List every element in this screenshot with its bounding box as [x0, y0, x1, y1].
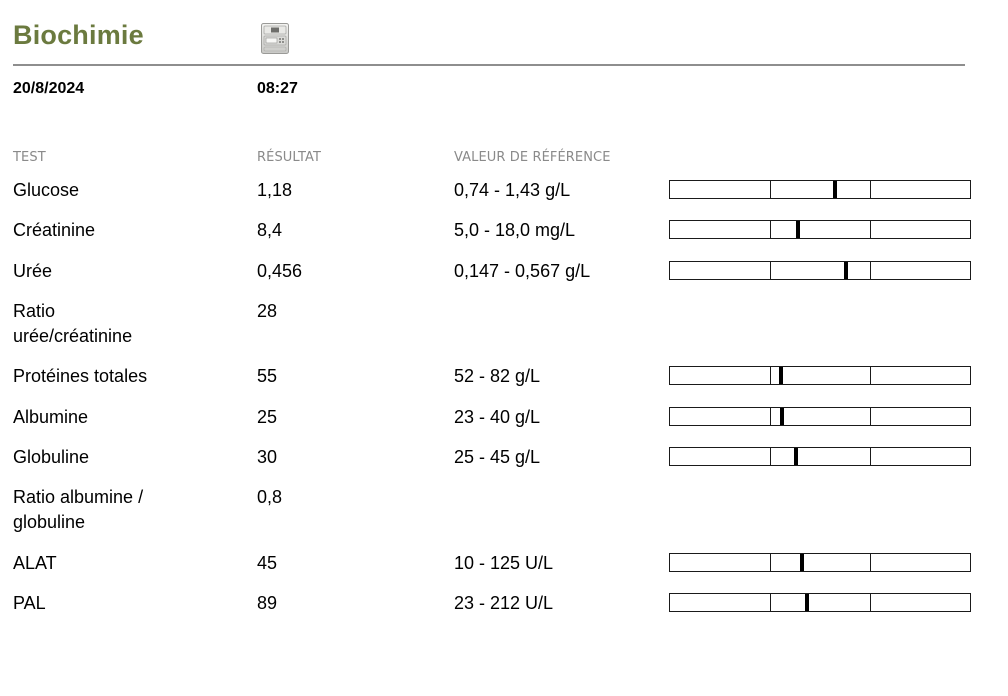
reference-range: 0,74 - 1,43 g/L: [454, 180, 571, 200]
gauge-divider: [870, 594, 871, 611]
gauge-divider: [870, 221, 871, 238]
gauge-marker: [844, 262, 848, 279]
page-title: Biochimie: [13, 20, 144, 50]
range-gauge: [669, 180, 971, 199]
gauge-divider: [870, 367, 871, 384]
test-result: 1,18: [257, 180, 293, 200]
range-gauge: [669, 553, 971, 572]
test-name: ALAT: [13, 553, 57, 573]
test-name: Ratio urée/créatinine: [13, 301, 133, 346]
gauge-divider: [870, 408, 871, 425]
analyzer-device-icon: [260, 22, 290, 55]
gauge-marker: [800, 554, 804, 571]
reference-range: 25 - 45 g/L: [454, 447, 541, 467]
gauge-divider: [870, 448, 871, 465]
gauge-divider: [770, 554, 771, 571]
column-header-test: TEST: [13, 150, 46, 165]
gauge-divider: [870, 181, 871, 198]
test-result: 28: [257, 301, 278, 321]
reference-range: 10 - 125 U/L: [454, 553, 554, 573]
reference-range: 52 - 82 g/L: [454, 366, 541, 386]
gauge-marker: [779, 367, 783, 384]
reference-range: 0,147 - 0,567 g/L: [454, 261, 591, 281]
test-name: PAL: [13, 593, 46, 613]
test-name: Glucose: [13, 180, 80, 200]
test-result: 0,456: [257, 261, 303, 281]
test-result: 30: [257, 447, 278, 467]
column-header-reference: VALEUR DE RÉFÉRENCE: [454, 150, 611, 165]
header-divider: [13, 64, 965, 66]
range-gauge: [669, 261, 971, 280]
reference-range: 5,0 - 18,0 mg/L: [454, 220, 576, 240]
range-gauge: [669, 366, 971, 385]
test-result: 8,4: [257, 220, 283, 240]
column-header-result: RÉSULTAT: [257, 150, 322, 165]
test-name: Protéines totales: [13, 366, 148, 386]
gauge-divider: [770, 181, 771, 198]
test-result: 25: [257, 407, 278, 427]
gauge-divider: [770, 221, 771, 238]
report-date: 20/8/2024: [13, 80, 85, 97]
gauge-divider: [870, 262, 871, 279]
test-name: Ratio albumine / globuline: [13, 487, 144, 532]
gauge-divider: [770, 408, 771, 425]
test-result: 45: [257, 553, 278, 573]
reference-range: 23 - 40 g/L: [454, 407, 541, 427]
range-gauge: [669, 593, 971, 612]
gauge-divider: [870, 554, 871, 571]
range-gauge: [669, 447, 971, 466]
test-result: 89: [257, 593, 278, 613]
test-name: Urée: [13, 261, 53, 281]
gauge-marker: [833, 181, 837, 198]
range-gauge: [669, 407, 971, 426]
gauge-marker: [794, 448, 798, 465]
gauge-divider: [770, 262, 771, 279]
report-time: 08:27: [257, 80, 298, 97]
test-result: 55: [257, 366, 278, 386]
gauge-marker: [805, 594, 809, 611]
gauge-divider: [770, 367, 771, 384]
test-name: Albumine: [13, 407, 89, 427]
gauge-divider: [770, 448, 771, 465]
test-name: Créatinine: [13, 220, 96, 240]
test-name: Globuline: [13, 447, 90, 467]
reference-range: 23 - 212 U/L: [454, 593, 554, 613]
gauge-marker: [796, 221, 800, 238]
gauge-marker: [780, 408, 784, 425]
gauge-divider: [770, 594, 771, 611]
range-gauge: [669, 220, 971, 239]
test-result: 0,8: [257, 487, 283, 507]
